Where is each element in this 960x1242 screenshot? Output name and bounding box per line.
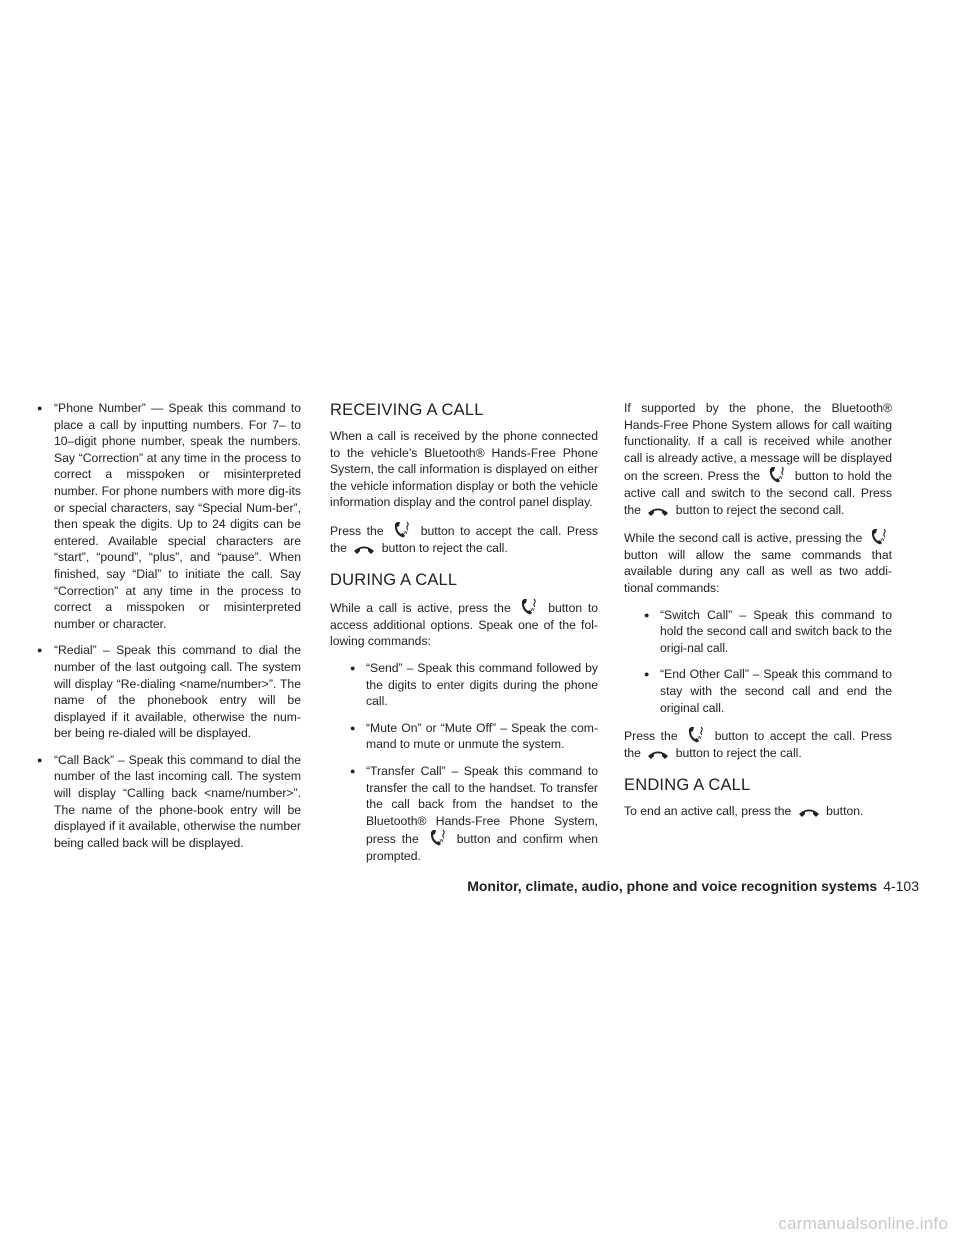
text: button to access additional options. Speak one of the fol-lowing commands:	[330, 601, 599, 649]
text: To end an active call, press the	[624, 804, 792, 819]
bullet-text: “Mute On” or “Mute Off” – Speak the com-mand to mute or unmute the system.	[366, 720, 598, 752]
heading-during-a-call: DURING A CALL	[330, 571, 458, 590]
text: button to reject the call.	[675, 745, 802, 760]
phone-talk-icon	[767, 466, 787, 483]
list-item	[624, 607, 892, 657]
bullet-text: “Transfer Call” – Speak this command to transfer the call to the handset. To transfer the call back from the handset to the Bluetooth® Hands-Free Phone System, press the	[366, 763, 598, 847]
bullet-text: “Call Back” – Speak this command to dial the number of the last incoming call. The system will display “Calling back <name/number>”. The name of the phone-book entry will be displayed if it available, otherwise the number being called back will be displayed.	[54, 752, 301, 850]
text: button.	[826, 804, 864, 819]
bullet-icon: ●	[644, 609, 650, 620]
bullet-text: “Send” – Speak this command followed by the digits to enter digits during the phone call.	[366, 660, 598, 709]
svg-text:w: w	[439, 838, 444, 845]
paragraph: When a call is received by the phone connected to the vehicle’s Bluetooth® Hands-Free Phone System, the call information is displayed on either the vehicle information display or both the vehicle information display and the control panel display.	[330, 429, 598, 510]
list-item	[330, 660, 598, 710]
phone-hangup-icon	[353, 543, 375, 555]
bullet-icon: ●	[37, 403, 43, 413]
column-right	[624, 400, 892, 830]
bullet-icon: ●	[350, 765, 356, 776]
page-number: 4-103	[883, 878, 919, 894]
list-item	[33, 400, 301, 632]
list-item	[33, 642, 301, 742]
text: button to reject the second call.	[675, 502, 845, 517]
list-item	[33, 752, 301, 852]
paragraph	[624, 726, 892, 761]
heading-receiving-a-call: RECEIVING A CALL	[330, 401, 484, 419]
paragraph	[330, 598, 598, 650]
paragraph	[330, 521, 598, 556]
bullet-text: “End Other Call” – Speak this command to stay with the second call and end the original call.	[660, 667, 892, 715]
svg-text:w: w	[530, 607, 536, 614]
svg-text:w: w	[697, 735, 702, 742]
phone-hangup-icon	[647, 505, 669, 517]
column-left	[33, 400, 301, 861]
bullet-icon: ●	[350, 722, 356, 733]
paragraph	[624, 528, 892, 596]
text: button to accept the call. Press the	[330, 523, 599, 555]
paragraph	[624, 400, 892, 518]
bullet-text: button and confirm when prompted.	[366, 832, 599, 863]
svg-text:w: w	[778, 475, 784, 482]
bullet-text: “Redial” – Speak this command to dial the number of the last outgoing call. The system will display “Re-dialing <name/number>”. The name of the phonebook entry will be displayed if it available, otherwise the num-ber being re-dialed will be displayed.	[54, 643, 301, 741]
paragraph	[624, 803, 892, 820]
bullet-icon: ●	[37, 645, 43, 656]
bullet-text: “Phone Number” — Speak this command to place a call by inputting numbers. For 7– to 10–digit phone number, speak the numbers. Say “Correction” at any time in the process to correct a misspoken or misinterpreted number. For phone numbers with more dig-its or special characters, say “Special Num-ber”, then speak the digits. Up to 24 digits can be entered. Available special characters are “start”, “pound”, “plus”, and “pause”. When finished, say “Dial” to initiate the call. Say “Correction” at any time in the process to correct a misspoken or misinterpreted number or character.	[54, 401, 301, 631]
bullet-icon: ●	[37, 754, 43, 765]
command-list	[330, 660, 598, 865]
phone-talk-icon	[869, 528, 889, 545]
text: If supported by the phone, the Bluetooth® Hands-Free Phone System allows for call waiting functionality. If a call is received while another call is already active, a message will be displayed on the screen. Press the	[624, 401, 892, 484]
list-item	[330, 763, 598, 865]
phone-talk-icon	[392, 521, 412, 538]
text: button will allow the same commands that available during any call as well as two addi-tional commands:	[624, 547, 892, 595]
page-footer	[467, 878, 919, 894]
bullet-icon: ●	[644, 669, 650, 680]
text: button to accept the call. Press the	[624, 729, 893, 760]
text: button to reject the call.	[381, 540, 508, 555]
phone-hangup-icon	[647, 748, 669, 760]
phone-talk-icon	[519, 598, 539, 615]
bullet-icon: ●	[350, 662, 356, 673]
text: Press the	[330, 523, 384, 538]
heading-ending-a-call: ENDING A CALL	[624, 776, 751, 795]
text: Press the	[624, 729, 678, 744]
text: While a call is active, press the	[330, 601, 511, 616]
bullet-text: “Switch Call” – Speak this command to hold the second call and switch back to the origi-nal call.	[660, 607, 892, 655]
phone-talk-icon	[686, 726, 706, 743]
phone-hangup-icon	[798, 806, 820, 818]
command-list	[624, 607, 892, 717]
footer-section-title: Monitor, climate, audio, phone and voice recognition systems	[467, 878, 878, 894]
phone-talk-icon	[428, 829, 448, 846]
watermark: carmanualsonline.info	[778, 1214, 948, 1233]
svg-text:w: w	[403, 529, 408, 536]
list-item	[330, 720, 598, 753]
text: While the second call is active, pressing the	[624, 531, 863, 546]
list-item	[624, 666, 892, 716]
text: button to hold the active call and switch to the second call. Press the	[624, 469, 893, 517]
svg-text:w: w	[880, 537, 885, 544]
column-middle	[330, 400, 598, 874]
